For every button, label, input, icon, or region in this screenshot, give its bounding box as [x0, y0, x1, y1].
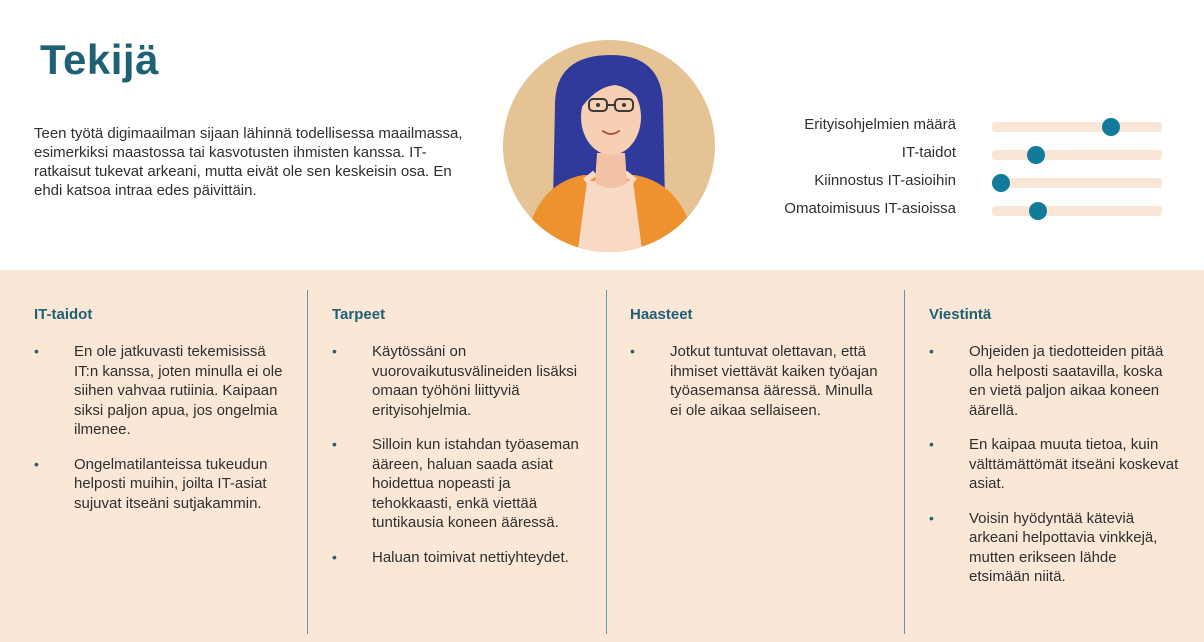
slider-label: Kiinnostus IT-asioihin: [814, 172, 956, 189]
list-item: • Käytössäni on vuorovaikutusvälineiden lisäksi omaan työhöni liittyviä erityisohjelmia.: [332, 342, 584, 420]
slider-label: Omatoimisuus IT-asioissa: [784, 200, 956, 217]
page-title: Tekijä: [40, 36, 159, 83]
column-list: [630, 342, 886, 435]
persona-header: [0, 0, 1204, 270]
column-list: [34, 342, 284, 528]
column-title: Viestintä: [929, 306, 992, 323]
list-item: • Ohjeiden ja tiedotteiden pitää olla helposti saatavilla, koska en vietä paljon aikaa koneen äärellä.: [929, 342, 1181, 420]
slider-track: [992, 178, 1162, 188]
slider-knob: [992, 174, 1010, 192]
persona-details-panel: [0, 270, 1204, 642]
list-item: • Haluan toimivat nettiyhteydet.: [332, 548, 584, 568]
column-divider: [606, 290, 607, 634]
column-divider: [307, 290, 308, 634]
column-haasteet: [630, 270, 886, 642]
column-title: Tarpeet: [332, 306, 386, 323]
slider-knob: [1029, 202, 1047, 220]
slider-knob: [1027, 146, 1045, 164]
slider-track: [992, 206, 1162, 216]
slider-knob: [1102, 118, 1120, 136]
column-viestinta: [929, 270, 1181, 642]
list-item: • Silloin kun istahdan työaseman ääreen, haluan saada asiat hoidettua nopeasti ja tehokkaasti, enkä viettää tuntikausia koneen ääressä.: [332, 435, 584, 533]
list-item: • Jotkut tuntuvat olettavan, että ihmiset viettävät kaiken työajan työasemansa ääressä. Minulla ei ole aikaa sellaiseen.: [630, 342, 886, 420]
column-list: [929, 342, 1181, 602]
slider-row: [760, 138, 1180, 166]
trait-sliders: [760, 110, 1180, 222]
column-list: [332, 342, 584, 582]
column-title: Haasteet: [630, 306, 693, 323]
list-item: • En kaipaa muuta tietoa, kuin välttämättömät itseäni koskevat asiat.: [929, 435, 1181, 494]
column-tarpeet: [332, 270, 584, 642]
list-item: • Voisin hyödyntää käteviä arkeani helpottavia vinkkejä, mutten erikseen lähde etsimään niitä.: [929, 509, 1181, 587]
slider-row: [760, 166, 1180, 194]
list-item: • Ongelmatilanteissa tukeudun helposti muihin, joilta IT-asiat sujuvat itseäni sutjakammin.: [34, 455, 284, 514]
person-avatar-icon: [503, 35, 715, 257]
column-title: IT-taidot: [34, 306, 93, 323]
list-item: • En ole jatkuvasti tekemisissä IT:n kanssa, joten minulla ei ole siihen vahvaa rutiinia. Kaipaan siksi paljon apua, jos ongelmia ilmenee.: [34, 342, 284, 440]
column-divider: [904, 290, 905, 634]
slider-track: [992, 122, 1162, 132]
slider-row: [760, 194, 1180, 222]
slider-track: [992, 150, 1162, 160]
persona-intro: Teen työtä digimaailman sijaan lähinnä todellisessa maailmassa, esimerkiksi maastossa tai kasvotusten ihmisten kanssa. IT-ratkaisut tukevat arkeani, mutta eivät ole sen keskeisin osa. En ehdi katsoa intraa edes päivittäin.: [34, 125, 463, 199]
slider-label: IT-taidot: [901, 144, 956, 161]
slider-label: Erityisohjelmien määrä: [804, 116, 956, 133]
slider-row: [760, 110, 1180, 138]
column-it-taidot: [34, 270, 284, 642]
